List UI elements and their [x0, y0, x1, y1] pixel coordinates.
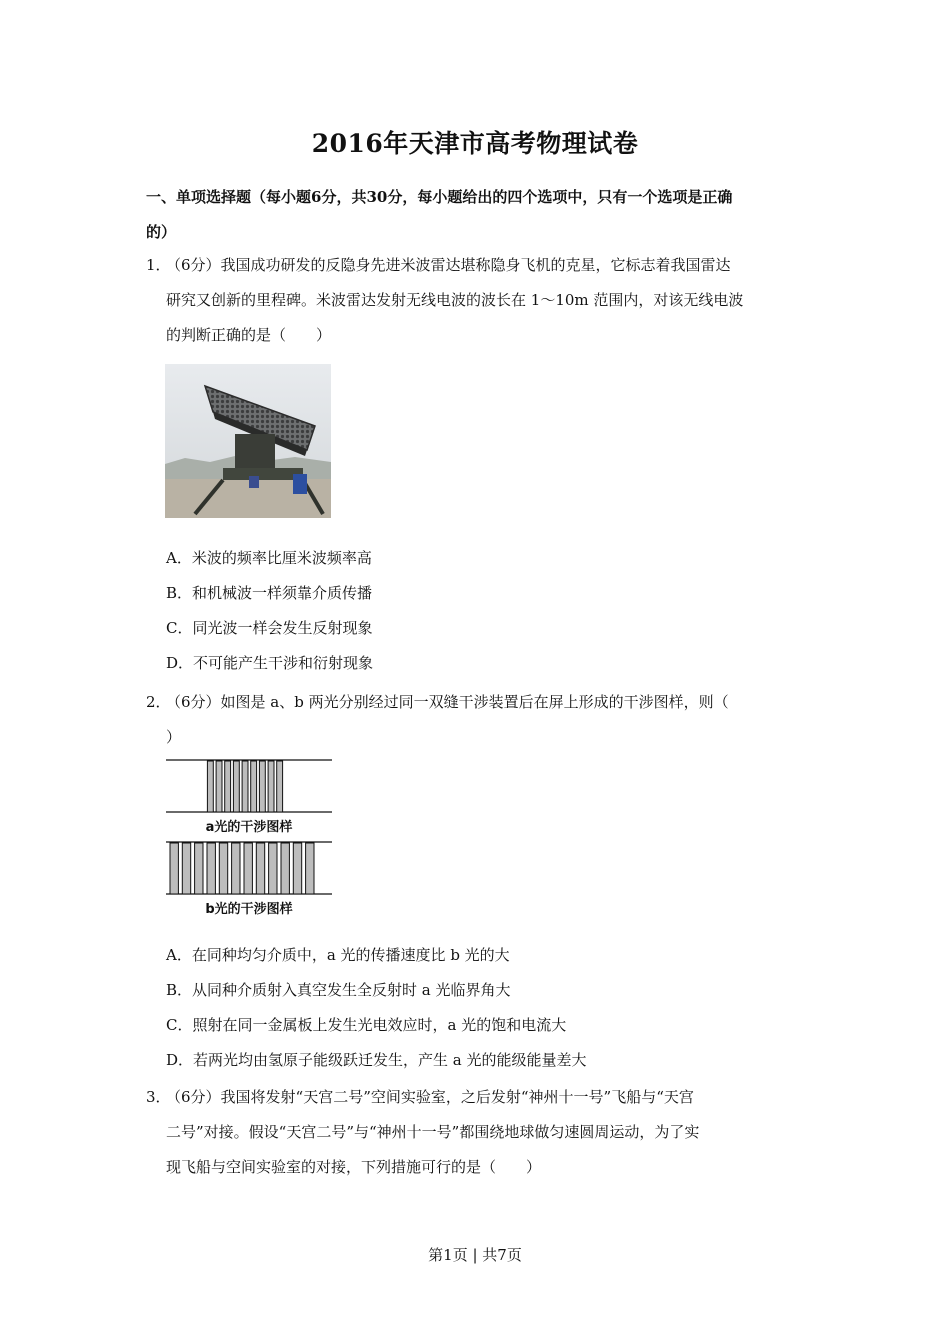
- fringe-bar: [233, 761, 239, 812]
- question-2-option-a: A．在同种均匀介质中，a 光的传播速度比 b 光的大: [166, 946, 510, 964]
- question-1-option-a: A．米波的频率比厘米波频率高: [166, 549, 372, 567]
- fringe-bar: [225, 761, 231, 812]
- fringe-bar: [277, 761, 283, 812]
- question-text-line: 二号”对接。假设“天宫二号”与“神州十一号”都围绕地球做匀速圆周运动，为了实: [166, 1123, 700, 1141]
- fringe-bar: [216, 761, 222, 812]
- fringe-bar: [251, 761, 257, 812]
- fringe-bar: [269, 843, 277, 894]
- fringe-bar: [259, 761, 265, 812]
- fringe-bar: [268, 761, 274, 812]
- fringe-label-a: a光的干涉图样: [205, 820, 293, 835]
- fringe-bar: [219, 843, 227, 894]
- question-text-line: 现飞船与空间实验室的对接，下列措施可行的是（ ）: [166, 1158, 542, 1176]
- question-text-line: （6分）如图是 a、b 两光分别经过同一双缝干涉装置后在屏上形成的干涉图样，则（: [166, 693, 729, 711]
- question-text-line: （6分）我国成功研发的反隐身先进米波雷达堪称隐身飞机的克星，它标志着我国雷达: [166, 256, 731, 274]
- question-number: 2．: [146, 693, 171, 711]
- fringe-bar: [281, 843, 289, 894]
- fringe-bar: [182, 843, 190, 894]
- fringe-pattern-a: [166, 760, 332, 812]
- page-title: 2016年天津市高考物理试卷: [311, 129, 639, 158]
- section-heading: [146, 180, 816, 250]
- radar-photo: [165, 364, 331, 518]
- question-3: [146, 1080, 816, 1185]
- question-text-line: （6分）我国将发射“天宫二号”空间实验室，之后发射“神州十一号”飞船与“天宫: [166, 1088, 694, 1106]
- section-heading-line1: 一、单项选择题（每小题6分，共30分，每小题给出的四个选项中，只有一个选项是正确: [146, 188, 733, 206]
- fringe-bar: [256, 843, 264, 894]
- question-2: [146, 685, 816, 755]
- interference-figure: [166, 756, 332, 920]
- question-2-option-b: B．从同种介质射入真空发生全反射时 a 光临界角大: [166, 981, 511, 999]
- question-number: 3．: [146, 1088, 171, 1106]
- fringe-bar: [207, 761, 213, 812]
- fringe-pattern-b: [166, 842, 332, 894]
- fringe-label-b: b光的干涉图样: [205, 902, 293, 917]
- fringe-bar: [242, 761, 248, 812]
- fringe-bar: [232, 843, 240, 894]
- question-1: [146, 248, 816, 353]
- question-2-option-d: D．若两光均由氢原子能级跃迁发生，产生 a 光的能级能量差大: [166, 1051, 587, 1069]
- question-1-option-d: D．不可能产生干涉和衍射现象: [166, 654, 374, 672]
- section-heading-line2: 的）: [146, 223, 177, 241]
- question-text-line: 研究又创新的里程碑。米波雷达发射无线电波的波长在 1～10m 范围内，对该无线电波: [166, 291, 744, 309]
- fringe-bar: [306, 843, 314, 894]
- fringe-bar: [195, 843, 203, 894]
- question-2-option-c: C．照射在同一金属板上发生光电效应时，a 光的饱和电流大: [166, 1016, 567, 1034]
- question-number: 1．: [146, 256, 171, 274]
- fringe-bar: [207, 843, 215, 894]
- fringe-bar: [244, 843, 252, 894]
- fringe-bar: [293, 843, 301, 894]
- question-text-line: 的判断正确的是（ ）: [166, 326, 332, 344]
- question-1-option-b: B．和机械波一样须靠介质传播: [166, 584, 373, 602]
- fringe-bar: [170, 843, 178, 894]
- question-text-line: ）: [166, 728, 182, 746]
- page-footer: 第1页 | 共7页: [428, 1246, 522, 1264]
- question-1-option-c: C．同光波一样会发生反射现象: [166, 619, 373, 637]
